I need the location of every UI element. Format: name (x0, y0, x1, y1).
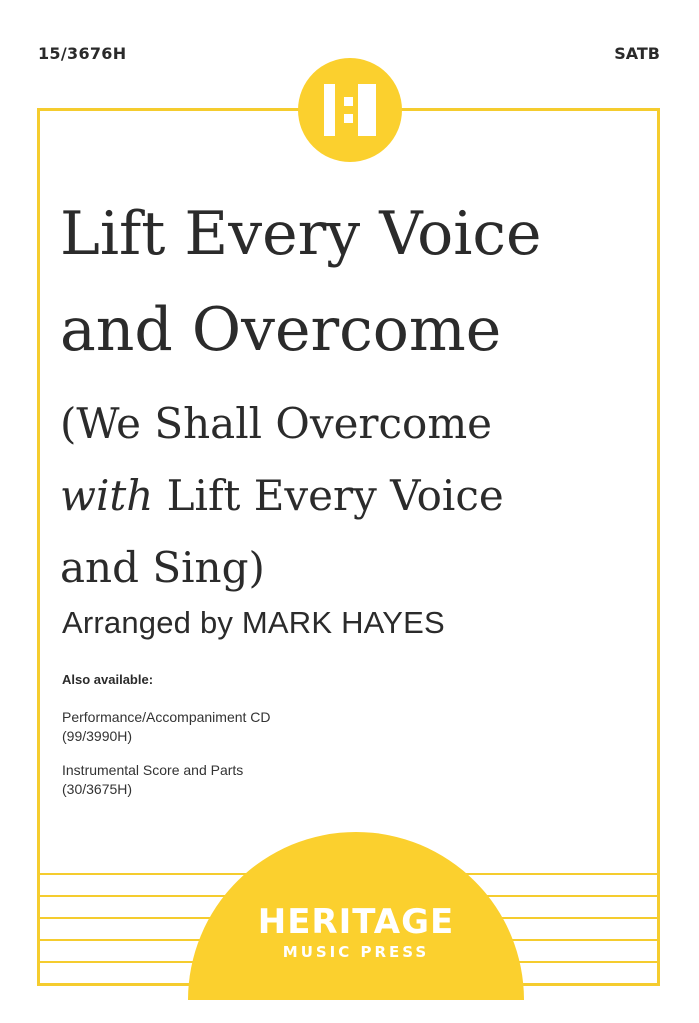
catalog-number: 15/3676H (38, 44, 127, 63)
title-line-2: and Overcome (60, 295, 502, 365)
publisher-name: HERITAGE (257, 902, 455, 942)
also-available-heading: Also available: (62, 672, 154, 687)
available-item-score (62, 761, 243, 799)
subtitle-line-2 (60, 460, 660, 532)
piece-subtitle (60, 388, 660, 604)
publisher-subname: MUSIC PRESS (282, 943, 430, 961)
arranger-credit: Arranged by MARK HAYES (62, 605, 445, 640)
piece-title (60, 186, 660, 378)
heritage-h-logo-icon (324, 84, 376, 136)
subtitle-line-1: (We Shall Overcome (60, 399, 492, 448)
publisher-logo (298, 58, 402, 162)
voicing-label: SATB (614, 44, 660, 63)
available-item-code: (99/3990H) (62, 728, 133, 744)
title-line-1: Lift Every Voice (60, 199, 542, 269)
subtitle-italic-word: with (60, 471, 154, 520)
subtitle-line-3: and Sing) (60, 543, 265, 592)
available-item-code: (30/3675H) (62, 781, 133, 797)
available-item-name: Instrumental Score and Parts (62, 762, 244, 778)
subtitle-line-2-rest: Lift Every Voice (153, 471, 504, 520)
available-item-cd (62, 708, 271, 746)
available-item-name: Performance/Accompaniment CD (62, 709, 271, 725)
